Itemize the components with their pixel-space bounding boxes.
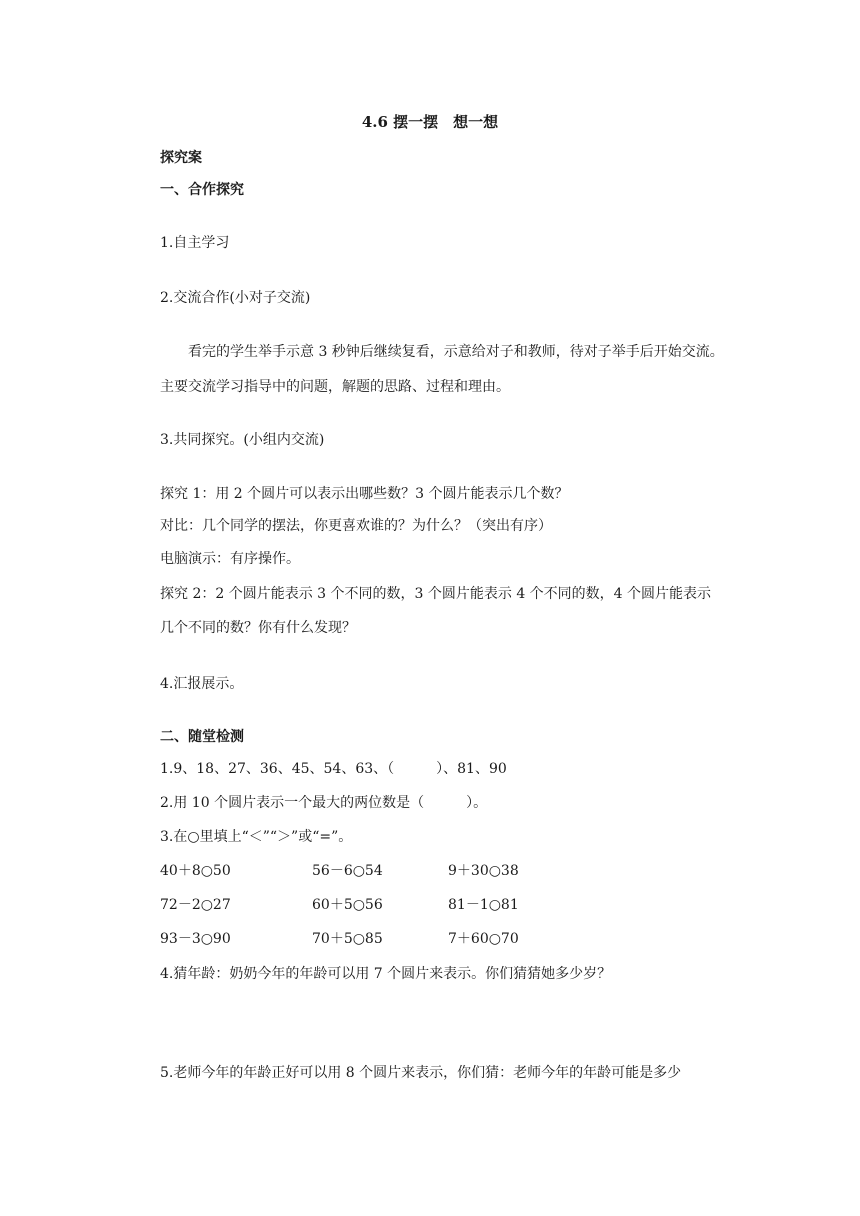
compare-line: 对比：几个同学的摆法，你更喜欢谁的？为什么？（突出有序） [160,518,552,534]
item-self-study: 1.自主学习 [160,235,230,251]
compare-cell: 81－1○81 [448,897,519,913]
item-exchange: 2.交流合作(小对子交流) [160,290,311,306]
compare-cell: 9＋30○38 [448,863,519,879]
paragraph-line-1: 看完的学生举手示意 3 秒钟后继续复看，示意给对子和教师，待对子举手后开始交流。 [188,344,724,360]
computer-demo-line: 电脑演示：有序操作。 [160,551,300,567]
paragraph-line-2: 主要交流学习指导中的问题，解题的思路、过程和理由。 [160,379,510,395]
question-5: 5.老师今年的年龄正好可以用 8 个圆片来表示，你们猜：老师今年的年龄可能是多少 [160,1065,682,1081]
compare-cell: 72－2○27 [160,897,231,913]
explore-2-line-2: 几个不同的数？你有什么发现？ [160,620,356,636]
item-joint-explore: 3.共同探究。(小组内交流) [160,432,325,448]
compare-cell: 56－6○54 [312,863,383,879]
part1-heading: 一、合作探究 [160,182,244,198]
question-4: 4.猜年龄：奶奶今年的年龄可以用 7 个圆片来表示。你们猜猜她多少岁？ [160,966,612,982]
page-title: 4.6 摆一摆 想一想 [361,113,499,131]
question-3: 3.在○里填上“＜”“＞”或“=”。 [160,829,353,845]
compare-cell: 70＋5○85 [312,931,383,947]
explore-2-line-1: 探究 2：2 个圆片能表示 3 个不同的数，3 个圆片能表示 4 个不同的数，4 个圆片能表示 [160,586,712,602]
question-1: 1.9、18、27、36、45、54、63、（ ）、81、90 [160,761,507,777]
section-label: 探究案 [160,150,202,166]
part2-heading: 二、随堂检测 [160,729,244,745]
item-report: 4.汇报展示。 [160,676,244,692]
compare-cell: 40＋8○50 [160,863,231,879]
compare-cell: 7＋60○70 [448,931,519,947]
question-2: 2.用 10 个圆片表示一个最大的两位数是（ ）。 [160,795,488,811]
compare-cell: 93－3○90 [160,931,231,947]
compare-cell: 60＋5○56 [312,897,383,913]
explore-1: 探究 1：用 2 个圆片可以表示出哪些数？3 个圆片能表示几个数？ [160,486,569,502]
